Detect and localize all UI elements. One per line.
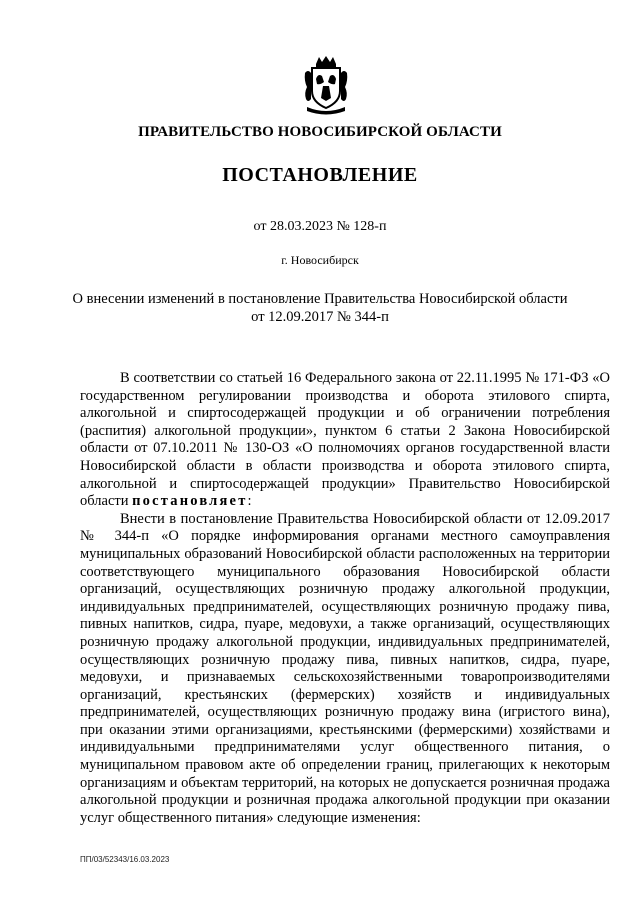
date-number-line: от 28.03.2023 № 128-п	[253, 219, 387, 234]
coat-of-arms-icon	[303, 55, 349, 115]
document-subject	[0, 290, 640, 326]
document-type: ПОСТАНОВЛЕНИЕ	[222, 164, 418, 186]
decree-word: постановляет	[132, 493, 248, 510]
preamble-text: В соответствии со статьей 16 Федерального закона от 22.11.1995 № 171-ФЗ «О государственном регулировании производства и оборота этилового спирта, алкогольной и спиртосодержащей продукции и об ограничении потребления (распития) алкогольной продукции», пунктом 6 статьи 2 Закона Новосибирской области от 07.10.2011 № 130-ОЗ «О полномочиях органов государственной власти Новосибирской области в области производства и оборота этилового спирта, алкогольной и спиртосодержащей продукции» Правительство Новосибирской области	[80, 370, 610, 510]
preamble-end: :	[247, 493, 252, 510]
subject-line-2: от 12.09.2017 № 344-п	[251, 309, 389, 325]
footer-code: ПП/03/52343/16.03.2023	[80, 855, 170, 864]
city-name: г. Новосибирск	[281, 253, 359, 267]
subject-line-1: О внесении изменений в постановление Правительства Новосибирской области	[72, 291, 568, 307]
organization-name: ПРАВИТЕЛЬСТВО НОВОСИБИРСКОЙ ОБЛАСТИ	[138, 124, 502, 140]
paragraph-preamble	[80, 370, 610, 511]
paragraph-amendment: Внести в постановление Правительства Новосибирской области от 12.09.2017 № 344-п «О порядке информирования органами местного самоуправления муниципальных образований Новосибирской области расположенных на территории соответствующего муниципального образования Новосибирской области организаций, осуществляющих розничную продажу алкогольной продукции, индивидуальных предпринимателей, осуществляющих розничную продажу пива, пивных напитков, сидра, пуаре, медовухи, а также организаций, осуществляющих розничную продажу алкогольной продукции, индивидуальных предпринимателей, осуществляющих розничную продажу пива, пивных напитков, сидра, пуаре, медовухи, и признаваемых сельскохозяйственными товаропроизводителями организаций, крестьянских (фермерских) хозяйств и индивидуальных предпринимателей, осуществляющих розничную продажу вина (игристого вина), при оказании этими организациями, крестьянскими (фермерскими) хозяйствами и индивидуальными предпринимателями услуг общественного питания, о муниципальном правовом акте об определении границ, прилегающих к некоторым организациям и объектам территорий, на которых не допускается розничная продажа алкогольной продукции и розничная продажа алкогольной продукции при оказании услуг общественного питания» следующие изменения:	[80, 510, 610, 826]
document-body	[80, 370, 610, 827]
